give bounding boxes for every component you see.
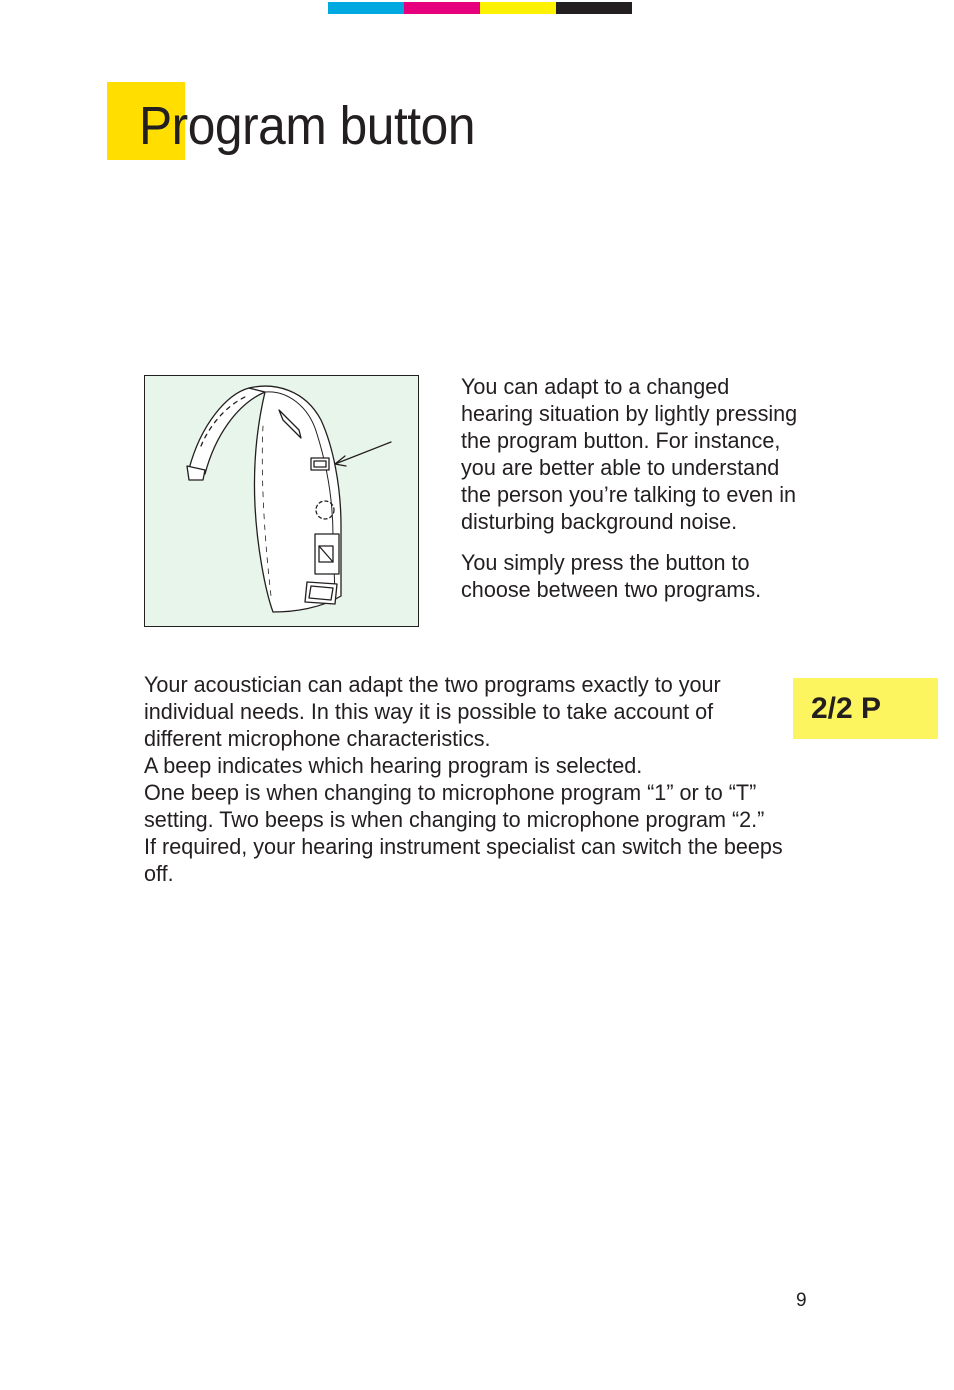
body-line-3: One beep is when changing to microphone program “1” or to “T” setting. Two beeps is when changing to microphone program “2.” — [144, 780, 765, 832]
body-line-2: A beep indicates which hearing program is selected. — [144, 753, 643, 778]
color-swatch-black — [556, 2, 632, 14]
body-line-1: Your acoustician can adapt the two programs exactly to your individual needs. In this way it is possible to take account of different microphone characteristics. — [144, 672, 721, 751]
hearing-aid-illustration-icon — [145, 376, 418, 626]
print-color-bar — [328, 2, 632, 14]
model-tag: 2/2 P — [793, 678, 938, 739]
intro-paragraph-1: You can adapt to a changed hearing situation by lightly pressing the program button. For instance, you are better able to understand the person you’re talking to even in disturbing background noise. — [461, 374, 798, 534]
intro-text — [461, 373, 821, 617]
color-swatch-cyan — [328, 2, 404, 14]
page-title: Program button — [139, 96, 475, 156]
body-text — [144, 671, 824, 887]
intro-paragraph-2: You simply press the button to choose between two programs. — [461, 550, 762, 602]
hearing-aid-figure — [144, 375, 419, 627]
color-swatch-magenta — [404, 2, 480, 14]
color-swatch-yellow — [480, 2, 556, 14]
page-number: 9 — [796, 1290, 807, 1311]
body-line-4: If required, your hearing instrument specialist can switch the beeps off. — [144, 834, 783, 886]
